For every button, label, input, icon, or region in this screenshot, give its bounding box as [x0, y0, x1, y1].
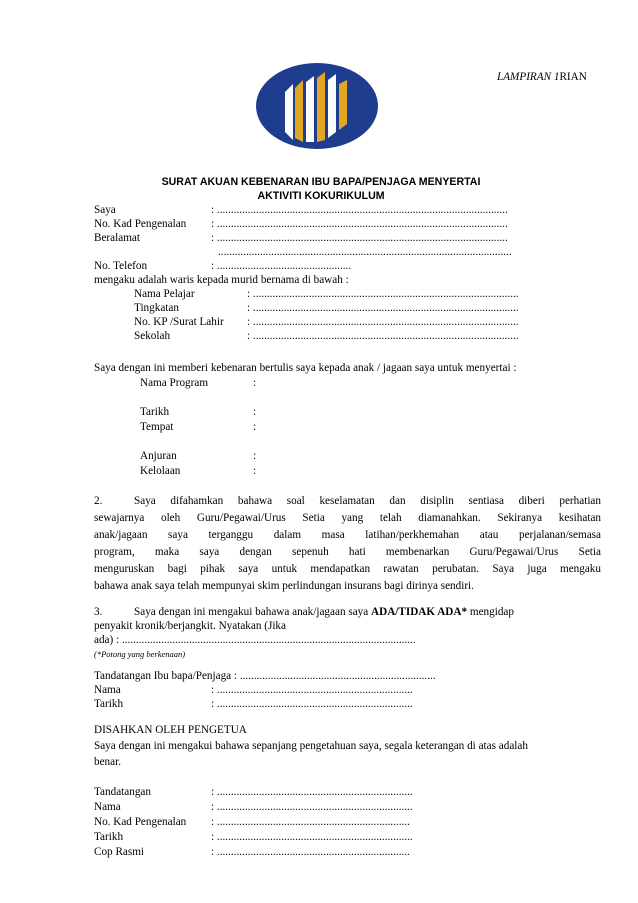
- field-form-input[interactable]: : ...............................................................................................: [247, 302, 519, 314]
- permission-intro: Saya dengan ini memberi kebenaran bertulis saya kepada anak / jagaan saya untuk menyertai :: [94, 362, 517, 374]
- field-student-ic-input[interactable]: : ...............................................................................................: [247, 316, 519, 328]
- parent-sign-name-input[interactable]: : ......................................................................: [211, 684, 413, 696]
- clause-2-number: 2.: [94, 495, 103, 507]
- principal-date-input[interactable]: : ......................................................................: [211, 831, 413, 843]
- clause-2-line-1: Saya difahamkan bahawa soal keselamatan dan disiplin sentiasa diberi perhatian: [134, 495, 601, 507]
- principal-statement-line-2: benar.: [94, 756, 122, 768]
- principal-heading: DISAHKAN OLEH PENGETUA: [94, 724, 247, 736]
- principal-name-input[interactable]: : ......................................................................: [211, 801, 413, 813]
- field-organizer-colon[interactable]: :: [253, 450, 257, 462]
- principal-ic-input[interactable]: : .....................................................................: [211, 816, 410, 828]
- principal-label-signature: Tandatangan: [94, 786, 151, 798]
- field-address-input[interactable]: : ........................................................................................................: [211, 232, 508, 244]
- clause-3-line-3[interactable]: ada) : .........................................................................................................: [94, 634, 416, 646]
- principal-label-stamp: Cop Rasmi: [94, 846, 145, 858]
- field-address-line-2-input[interactable]: .........................................................................................................: [218, 246, 512, 258]
- clause-2-line-5: menguruskan bagi pihak saya untuk mendapatkan rawatan perubatan. Saya juga mengaku: [94, 563, 601, 575]
- parent-sign-label-name: Nama: [94, 684, 121, 696]
- field-label-ic: No. Kad Pengenalan: [94, 218, 187, 230]
- clause-3-bold-option[interactable]: ADA/TIDAK ADA*: [371, 606, 468, 618]
- principal-label-name: Nama: [94, 801, 121, 813]
- clause-2-line-2: sewajarnya oleh Guru/Pegawai/Urus Setia yang telah diamanahkan. Sekiranya kesihatan: [94, 512, 601, 524]
- logo-bar-1: [285, 84, 293, 140]
- parent-sign-label-date: Tarikh: [94, 698, 124, 710]
- principal-label-ic: No. Kad Pengenalan: [94, 816, 187, 828]
- principal-signature-input[interactable]: : ......................................................................: [211, 786, 413, 798]
- field-label-phone: No. Telefon: [94, 260, 148, 272]
- appendix-suffix: RIAN: [559, 71, 587, 83]
- field-ic-input[interactable]: : ........................................................................................................: [211, 218, 508, 230]
- principal-stamp-input[interactable]: : .....................................................................: [211, 846, 410, 858]
- clause-2-line-4: program, maka saya dengan sepenuh hati membenarkan Guru/Pegawai/Urus Setia: [94, 546, 601, 558]
- field-label-manager: Kelolaan: [140, 465, 181, 477]
- logo-bar-2: [295, 80, 303, 142]
- parent-sign-date-input[interactable]: : ......................................................................: [211, 698, 413, 710]
- field-label-form: Tingkatan: [134, 302, 179, 314]
- field-program-colon[interactable]: :: [253, 377, 257, 389]
- field-label-organizer: Anjuran: [140, 450, 177, 462]
- field-date-colon[interactable]: :: [253, 406, 257, 418]
- clause-2-line-3: anak/jagaan saya terganggu dalam masa latihan/perkhemahan atau perjalanan/semasa: [94, 529, 601, 541]
- parent-signature-line[interactable]: Tandatangan Ibu bapa/Penjaga : ......................................................................: [94, 670, 436, 682]
- document-title-line-2: AKTIVITI KOKURIKULUM: [257, 190, 385, 202]
- field-label-school: Sekolah: [134, 330, 171, 342]
- clause-3-text-before: Saya dengan ini mengakui bahawa anak/jagaan saya: [134, 606, 372, 618]
- clause-3-text-after: mengidap: [467, 606, 514, 618]
- field-name-input[interactable]: : ........................................................................................................: [211, 204, 508, 216]
- logo-bar-5: [328, 74, 336, 138]
- field-label-date: Tarikh: [140, 406, 170, 418]
- clause-3-number: 3.: [94, 606, 103, 618]
- field-label-student-name: Nama Pelajar: [134, 288, 195, 300]
- field-label-venue: Tempat: [140, 421, 174, 433]
- principal-label-date: Tarikh: [94, 831, 124, 843]
- field-manager-colon[interactable]: :: [253, 465, 257, 477]
- ministry-logo: [255, 62, 379, 150]
- logo-bar-3: [306, 76, 314, 142]
- appendix-label: [497, 70, 587, 84]
- strike-out-note: (*Potong yang berkenaan): [94, 649, 186, 659]
- field-label-student-ic: No. KP /Surat Lahir: [134, 316, 224, 328]
- field-phone-input[interactable]: : ................................................: [211, 260, 352, 272]
- field-venue-colon[interactable]: :: [253, 421, 257, 433]
- guardian-intro: mengaku adalah waris kepada murid bernama di bawah :: [94, 274, 349, 286]
- clause-3-line-1: [134, 605, 514, 619]
- field-label-address: Beralamat: [94, 232, 140, 244]
- clause-3-line-2: penyakit kronik/berjangkit. Nyatakan (Jika: [94, 620, 286, 632]
- field-label-program: Nama Program: [140, 377, 209, 389]
- field-label-name: Saya: [94, 204, 116, 216]
- principal-statement-line-1: Saya dengan ini mengakui bahawa sepanjang pengetahuan saya, segala keterangan di atas adalah: [94, 740, 528, 752]
- clause-2-line-6: bahawa anak saya telah mempunyai skim perlindungan insurans bagi dirinya sendiri.: [94, 580, 474, 592]
- logo-bar-6: [339, 80, 347, 130]
- document-title-line-1: SURAT AKUAN KEBENARAN IBU BAPA/PENJAGA MENYERTAI: [161, 176, 481, 188]
- logo-bar-4: [317, 72, 325, 142]
- field-school-input[interactable]: : ...............................................................................................: [247, 330, 519, 342]
- field-student-name-input[interactable]: : ...............................................................................................: [247, 288, 519, 300]
- appendix-number: LAMPIRAN 1: [497, 71, 560, 83]
